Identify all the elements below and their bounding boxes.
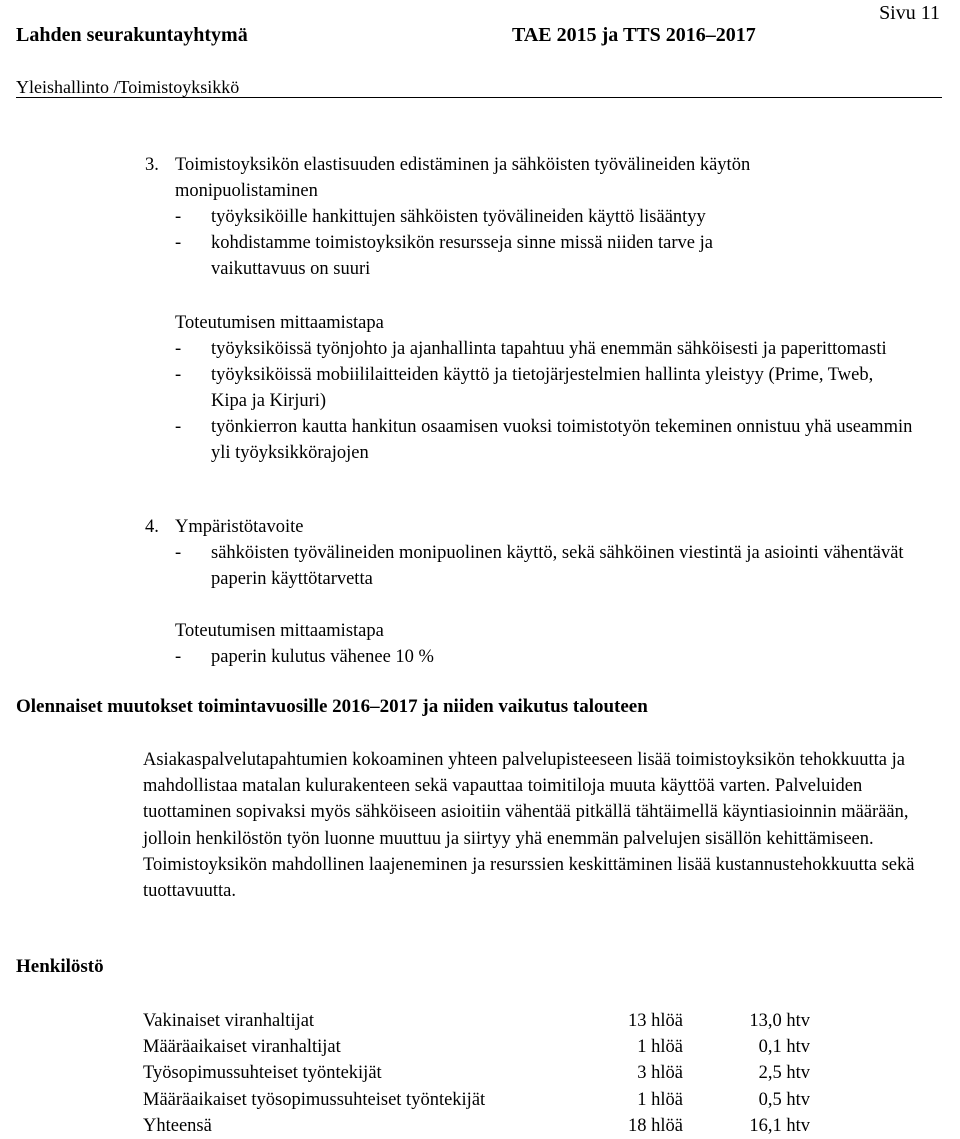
table-row bbox=[143, 1060, 810, 1086]
table-row bbox=[143, 1034, 810, 1060]
staff-label: Työsopimussuhteiset työntekijät bbox=[143, 1063, 382, 1084]
section-3 bbox=[175, 152, 915, 282]
staff-htv: 0,1 htv bbox=[758, 1037, 810, 1058]
staff-heading: Henkilöstö bbox=[16, 956, 104, 977]
unit-name: Yleishallinto /Toimistoyksikkö bbox=[16, 77, 240, 97]
staff-htv: 16,1 htv bbox=[749, 1115, 810, 1136]
list-item: - työyksiköissä työnjohto ja ajanhallinta tapahtuu yhä enemmän sähköisesti ja paperittomasti bbox=[175, 336, 911, 362]
section-4-title: Ympäristötavoite bbox=[175, 517, 304, 537]
staff-count: 13 hlöä bbox=[628, 1011, 683, 1031]
measure-title: Toteutumisen mittaamistapa bbox=[175, 621, 384, 641]
staff-table bbox=[143, 1008, 810, 1139]
staff-count: 18 hlöä bbox=[628, 1115, 683, 1136]
table-row bbox=[143, 1087, 810, 1113]
staff-label: Yhteensä bbox=[143, 1115, 212, 1136]
changes-heading: Olennaiset muutokset toimintavuosille 2016–2017 ja niiden vaikutus talouteen bbox=[16, 696, 648, 717]
section-4 bbox=[175, 514, 915, 592]
list-item: - sähköisten työvälineiden monipuolinen käyttö, sekä sähköinen viestintä ja asiointi vähentävät paperin käyttötarvetta bbox=[175, 540, 911, 592]
list-item: - työnkierron kautta hankitun osaamisen vuoksi toimistotyön tekeminen onnistuu yhä useammin yli työyksikkörajojen bbox=[175, 414, 931, 466]
staff-count: 3 hlöä bbox=[637, 1063, 683, 1084]
organization-name: Lahden seurakuntayhtymä bbox=[16, 24, 248, 46]
section-3-measures bbox=[175, 310, 915, 466]
staff-label: Määräaikaiset viranhaltijat bbox=[143, 1037, 341, 1058]
staff-label: Määräaikaiset työsopimussuhteiset työntekijät bbox=[143, 1089, 486, 1110]
staff-htv: 13,0 htv bbox=[749, 1011, 810, 1031]
list-item: - kohdistamme toimistoyksikön resursseja sinne missä niiden tarve ja vaikuttavuus on suuri bbox=[175, 230, 811, 282]
staff-label: Vakinaiset viranhaltijat bbox=[143, 1011, 315, 1031]
list-item: - työyksiköille hankittujen sähköisten työvälineiden käyttö lisääntyy bbox=[175, 204, 915, 230]
header-rule bbox=[16, 97, 942, 98]
staff-htv: 0,5 htv bbox=[758, 1089, 810, 1110]
section-3-number: 3. bbox=[145, 155, 159, 175]
document-title: TAE 2015 ja TTS 2016–2017 bbox=[512, 24, 756, 46]
measure-title: Toteutumisen mittaamistapa bbox=[175, 313, 384, 333]
list-item: - työyksiköissä mobiililaitteiden käyttö ja tietojärjestelmien hallinta yleistyy (Prime, Tweb, Kipa ja Kirjuri) bbox=[175, 362, 911, 414]
staff-count: 1 hlöä bbox=[637, 1037, 683, 1058]
page-number: Sivu 11 bbox=[879, 2, 940, 24]
staff-count: 1 hlöä bbox=[637, 1089, 683, 1110]
staff-htv: 2,5 htv bbox=[758, 1063, 810, 1084]
section-4-measures bbox=[175, 618, 915, 670]
section-3-title: Toimistoyksikön elastisuuden edistäminen ja sähköisten työvälineiden käytön monipuolistaminen bbox=[175, 155, 751, 201]
table-row bbox=[143, 1113, 810, 1139]
list-item: - paperin kulutus vähenee 10 % bbox=[175, 644, 915, 670]
changes-text: Asiakaspalvelutapahtumien kokoaminen yhteen palvelupisteeseen lisää toimistoyksikön tehokkuutta ja mahdollistaa matalan kulurakenteen sekä vapauttaa toimitiloja muuta käyttöä varten. Palveluiden tuottaminen sopivaksi myös sähköiseen asioitiin vähentää pitkällä tähtäimellä käyntiasioinnin määrään, jolloin henkilöstön työn luonne muuttuu ja siirtyy yhä enemmän palvelujen sisällön kehittämiseen. Toimistoyksikön mahdollinen laajeneminen ja resurssien keskittäminen lisää kustannustehokkuutta sekä tuottavuutta. bbox=[143, 750, 915, 902]
table-row bbox=[143, 1008, 810, 1034]
section-4-number: 4. bbox=[145, 517, 159, 537]
